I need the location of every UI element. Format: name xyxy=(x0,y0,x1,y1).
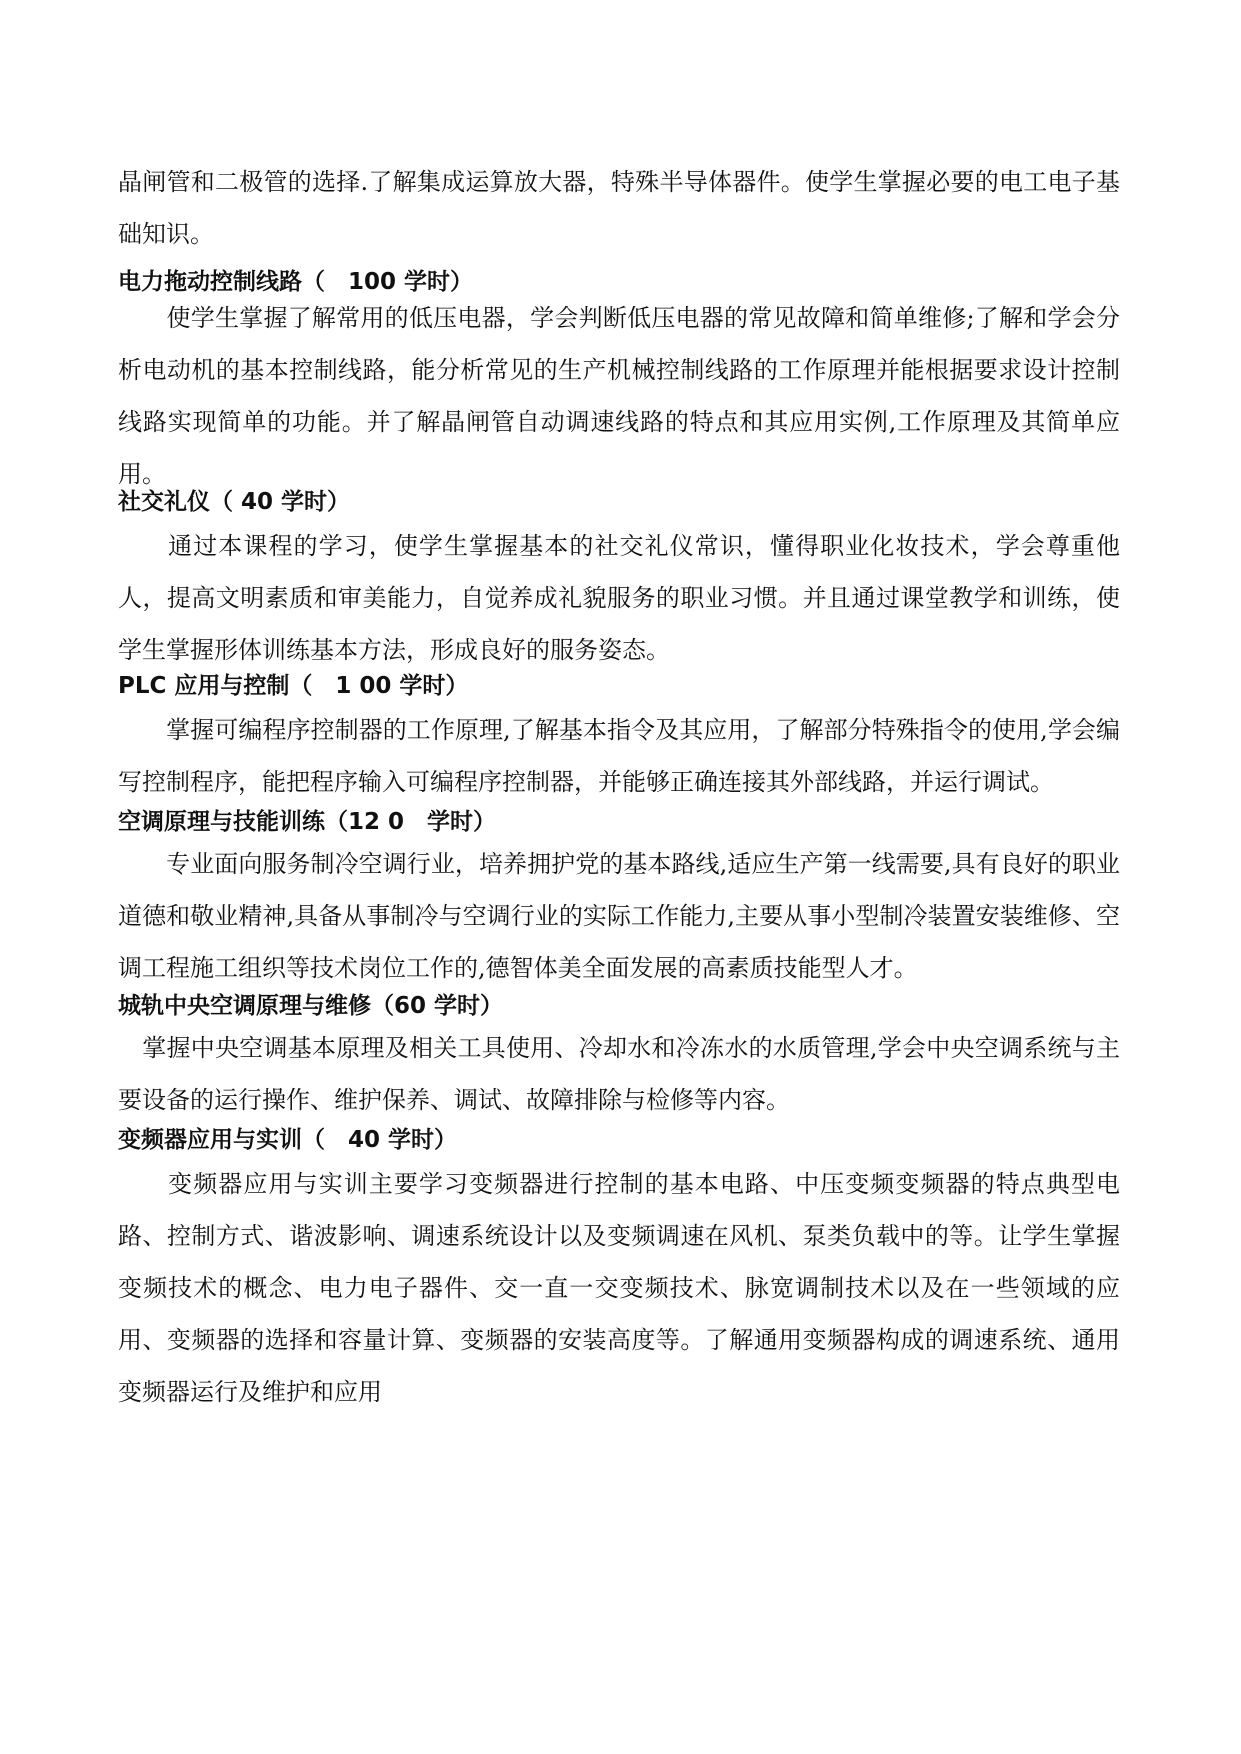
section-plc-body xyxy=(118,704,1120,808)
section-title: 变频器应用与实训（ 40 学时） xyxy=(118,1127,458,1153)
section-air-conditioning-body xyxy=(118,838,1120,994)
section-paragraph: 掌握中央空调基本原理及相关工具使用、冷却水和冷冻水的水质管理,学会中央空调系统与主要设备的运行操作、维护保养、调试、故障排除与检修等内容。 xyxy=(118,1034,1120,1114)
intro-paragraph: 晶闸管和二极管的选择.了解集成运算放大器，特殊半导体器件。使学生掌握必要的电工电子基础知识。 xyxy=(118,168,1120,248)
section-title: 社交礼仪（ 40 学时） xyxy=(118,489,351,515)
intro-block xyxy=(118,156,1120,260)
section-paragraph: 专业面向服务制冷空调行业，培养拥护党的基本路线,适应生产第一线需要,具有良好的职业道德和敬业精神,具备从事制冷与空调行业的实际工作能力,主要从事小型制冷装置安装维修、空调工程施工组织等技术岗位工作的,德智体美全面发展的高素质技能型人才。 xyxy=(118,850,1120,982)
section-paragraph: 变频器应用与实训主要学习变频器进行控制的基本电路、中压变频变频器的特点典型电路、控制方式、谐波影响、调速系统设计以及变频调速在风机、泵类负载中的等。让学生掌握变频技术的概念、电力电子器件、交一直一交变频技术、脉宽调制技术以及在一些领域的应用、变频器的选择和容量计算、变频器的安装高度等。了解通用变频器构成的调速系统、通用变频器运行及维护和应用 xyxy=(118,1170,1120,1406)
section-social-etiquette-body xyxy=(118,520,1120,676)
section-paragraph: 掌握可编程序控制器的工作原理,了解基本指令及其应用，了解部分特殊指令的使用,学会编写控制程序，能把程序输入可编程序控制器，并能够正确连接其外部线路，并运行调试。 xyxy=(118,716,1120,796)
section-title: PLC 应用与控制（ 1 00 学时） xyxy=(118,673,469,699)
section-inverter xyxy=(118,1120,1120,1160)
section-plc xyxy=(118,666,1120,706)
section-electric-drive-body xyxy=(118,292,1120,500)
section-paragraph: 使学生掌握了解常用的低压电器，学会判断低压电器的常见故障和简单维修;了解和学会分析电动机的基本控制线路，能分析常见的生产机械控制线路的工作原理并能根据要求设计控制线路实现简单的功能。并了解晶闸管自动调速线路的特点和其应用实例,工作原理及其简单应用。 xyxy=(118,304,1120,488)
section-title: 电力拖动控制线路（ 100 学时） xyxy=(118,269,474,295)
section-inverter-body xyxy=(118,1158,1120,1418)
section-social-etiquette xyxy=(118,482,1120,522)
section-air-conditioning xyxy=(118,802,1120,842)
section-title: 空调原理与技能训练（12 0 学时） xyxy=(118,809,497,835)
section-paragraph: 通过本课程的学习，使学生掌握基本的社交礼仪常识，懂得职业化妆技术，学会尊重他人，提高文明素质和审美能力，自觉养成礼貌服务的职业习惯。并且通过课堂教学和训练，使学生掌握形体训练基本方法，形成良好的服务姿态。 xyxy=(118,532,1120,664)
section-title: 城轨中央空调原理与维修（60 学时） xyxy=(118,993,504,1019)
section-central-ac xyxy=(118,986,1120,1026)
section-central-ac-body xyxy=(118,1022,1120,1126)
